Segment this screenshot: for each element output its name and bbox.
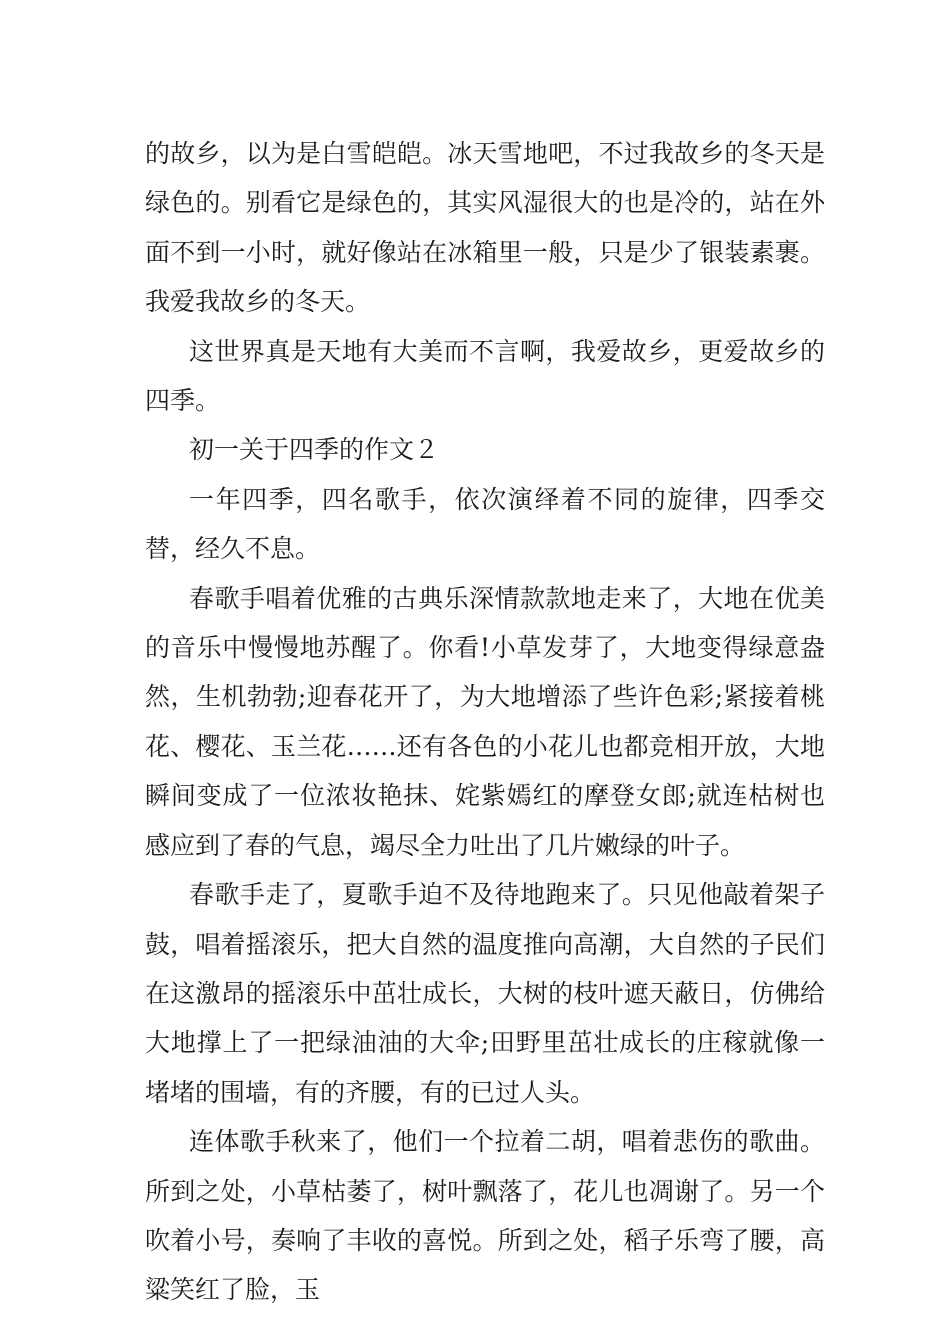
paragraph-summer-singer: 春歌手走了，夏歌手迫不及待地跑来了。只见他敲着架子鼓，唱着摇滚乐，把大自然的温度推向高潮，大自然的子民们在这激昂的摇滚乐中茁壮成长，大树的枝叶遮天蔽日，仿佛给大地撑上了一把绿油油的大伞;田野里茁壮成长的庄稼就像一堵堵的围墙，有的齐腰，有的已过人头。 <box>145 880 825 1107</box>
document-body <box>145 129 825 1315</box>
paragraph-spring-singer: 春歌手唱着优雅的古典乐深情款款地走来了，大地在优美的音乐中慢慢地苏醒了。你看!小草发芽了，大地变得绿意盎然，生机勃勃;迎春花开了，为大地增添了些许色彩;紧接着桃花、樱花、玉兰花……还有各色的小花儿也都竞相开放，大地瞬间变成了一位浓妆艳抹、姹紫嫣红的摩登女郎;就连枯树也感应到了春的气息，竭尽全力吐出了几片嫩绿的叶子。 <box>145 583 825 860</box>
paragraph-winter-continued: 的故乡，以为是白雪皑皑。冰天雪地吧，不过我故乡的冬天是绿色的。别看它是绿色的，其实风湿很大的也是冷的，站在外面不到一小时，就好像站在冰箱里一般，只是少了银装素裹。我爱我故乡的冬天。 <box>145 139 825 317</box>
paragraph-four-seasons-intro: 一年四季，四名歌手，依次演绎着不同的旋律，四季交替，经久不息。 <box>145 484 825 564</box>
essay-heading: 初一关于四季的作文２ <box>189 435 440 465</box>
paragraph-world-beauty: 这世界真是天地有大美而不言啊，我爱故乡，更爱故乡的四季。 <box>145 336 825 416</box>
paragraph-autumn-singers: 连体歌手秋来了，他们一个拉着二胡，唱着悲伤的歌曲。所到之处，小草枯萎了，树叶飘落了，花儿也凋谢了。另一个吹着小号，奏响了丰收的喜悦。所到之处，稻子乐弯了腰，高粱笑红了脸，玉 <box>145 1127 825 1305</box>
